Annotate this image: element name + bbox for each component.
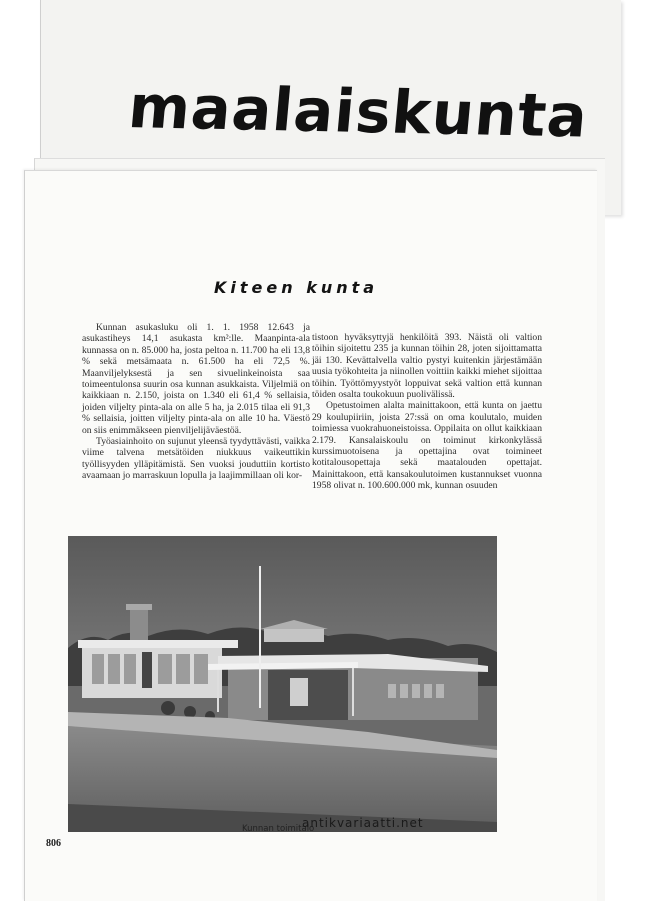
left-text-column <box>82 322 310 482</box>
paragraph: Työasiainhoito on sujunut yleensä tyydyttävästi, vaikka viime talvena metsätöiden niukkuus vaikeuttikin työllisyyden ylläpitämistä. Sen vuoksi jouduttiin kortisto avaamaan jo marraskuun lopulla ja laajimmillaan oli kor- <box>82 436 310 482</box>
right-text-column <box>312 332 542 492</box>
watermark-text: antikvariaatti.net <box>302 816 424 830</box>
paragraph: tistoon hyväksyttyjä henkilöitä 393. Näistä oli valtion töihin sijoitettu 235 ja kunnan töihin 28, joten sijoittamatta jäi 130. Kevättalvella valtio pystyi kuitenkin järjestämään uusia työkohteita ja niinollen voittiin kaikki miehet sijoittaa töihin. Työttömyystyöt loppuivat sekä valtion että kunnan töiden osalta toukokuun puolivälissä. <box>312 332 542 401</box>
photo-caption: Kunnan toimitalo <box>242 824 315 834</box>
paragraph: Opetustoimen alalta mainittakoon, että kunta on jaettu 29 koulupiiriin, joista 27:ssä on oma koulutalo, muiden toimiessa vuokrahuoneistoissa. Oppilaita on ollut kaikkiaan 2.179. Kansalaiskoulu on toiminut kirkonkylässä kurssimuotoisena ja opettajina ovat toimineet kotitalousopettaja sekä maatalouden opettajat. Mainittakoon, että kansakoulutoimen kustannukset vuonna 1958 olivat n. 100.600.000 mk, kunnan osuuden <box>312 400 542 492</box>
article-heading: Kiteen kunta <box>214 278 379 297</box>
paragraph: Kunnan asukasluku oli 1. 1. 1958 12.643 ja asukastiheys 14,1 asukasta km²:lle. Maanpinta-ala kunnassa on n. 85.000 ha, josta peltoa n. 11.700 ha eli 13,8 % sekä metsämaata n. 61.500 ha eli 72,5 %. Maanviljelyksestä ja sen sivuelinkeinoista saa toimeentulonsa suurin osa kunnan asukkaista. Viljelmiä on kaikkiaan n. 2.150, joista on 1.340 eli 61,4 % sellaisia, joiden viljelty pinta-ala on alle 5 ha, ja 2.015 tilaa eli 91,3 % sellaisia, joitten viljelty pinta-ala on alle 10 ha. Väestö on siis enimmäkseen pienviljelijäväestöä. <box>82 322 310 436</box>
back-page-title: maalaiskunta <box>125 72 591 151</box>
building-photo <box>68 536 497 832</box>
page-number: 806 <box>46 838 61 849</box>
